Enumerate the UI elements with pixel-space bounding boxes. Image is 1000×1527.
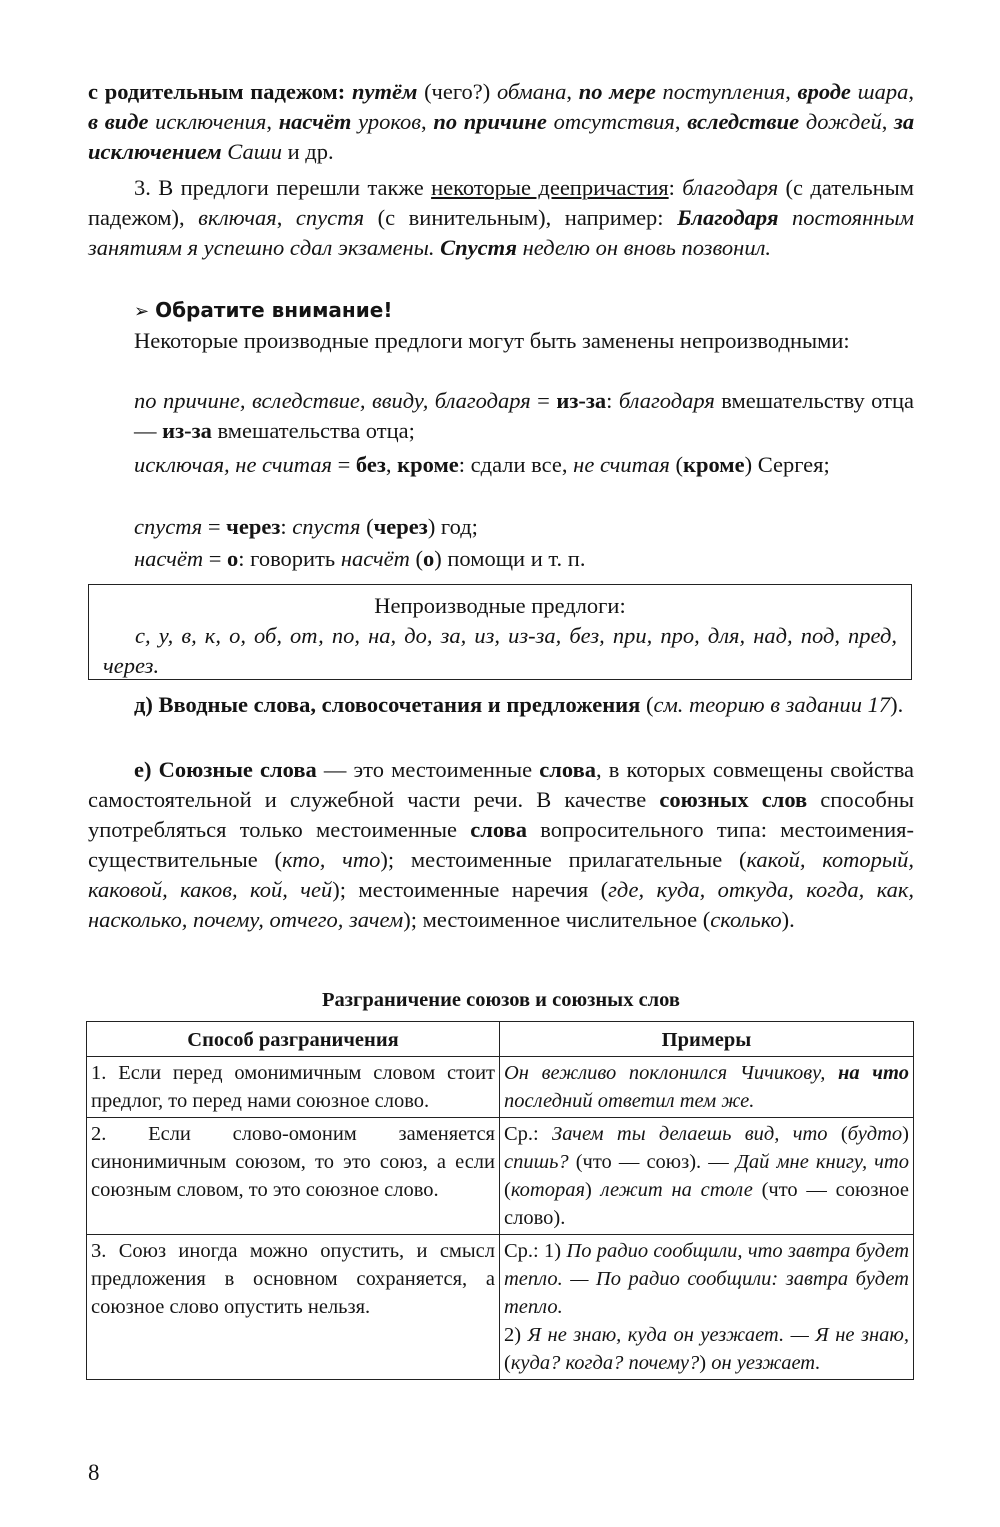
table-row (87, 1057, 914, 1118)
table-caption: Разграничение союзов и союзных слов (322, 989, 680, 1011)
attention-intro: Некоторые производные предлоги могут быть заменены непроизводными: (134, 328, 850, 353)
table-cell-method: 3. Союз иногда можно опустить, и смысл предложения в основном сохраняется, а союзное слово опустить нельзя. (87, 1235, 500, 1380)
paragraph-gerund-prepositions: 3. В предлоги перешли также некоторые деепричастия: благодаря (с дательным падежом), включая, спустя (с винительным), например: Благодаря постоянным занятиям я успешно сдал экзамены. Спустя неделю он вновь позвонил. (88, 175, 915, 260)
conjunctions-table (86, 1021, 914, 1380)
table-cell-method: 2. Если слово-омоним заменяется синонимичным союзом, то это союз, а если союзным словом, то это союзное слово. (87, 1118, 500, 1235)
table-row (87, 1235, 914, 1380)
table-header-method: Способ разграничения (87, 1022, 500, 1057)
attention-rule-iz-za: по причине, вследствие, ввиду, благодаря = из-за: благодаря вмешательству отца — из-за вмешательства отца; (134, 388, 914, 443)
arrow-icon: ➢ (134, 301, 150, 322)
attention-rule-bez: исключая, не считая = без, кроме: сдали все, не считая (кроме) Сергея; (134, 452, 830, 477)
attention-rule-o: насчёт = о: говорить насчёт (о) помощи и т. п. (134, 546, 586, 571)
box-preposition-list: с, у, в, к, о, об, от, по, на, до, за, из, из-за, без, при, про, для, над, под, пред, через. (103, 623, 897, 678)
table-cell-example: Он вежливо поклонился Чичикову, на что последний ответил тем же. (500, 1057, 914, 1118)
attention-heading: ➢ Обратите внимание! (134, 298, 393, 322)
table-header-row (87, 1022, 914, 1057)
paragraph-conjunctive-words: е) Союзные слова — это местоименные слова, в которых совмещены свойства самостоятельной и служебной части речи. В качестве союзных слов способны употребляться только местоименные слова вопросительного типа: местоимения-существительные (кто, что); местоименные прилагательные (какой, который, каковой, каков, кой, чей); местоименные наречия (где, куда, откуда, когда, как, насколько, почему, отчего, зачем); местоименное числительное (сколько). (88, 757, 915, 932)
table-cell-method: 1. Если перед омонимичным словом стоит предлог, то перед нами союзное слово. (87, 1057, 500, 1118)
non-derived-prepositions-box (88, 584, 912, 680)
paragraph-genitive-prepositions: с родительным падежом: путём (чего?) обмана, по мере поступления, вроде шара, в виде исключения, насчёт уроков, по причине отсутствия, вследствие дождей, за исключением Саши и др. (88, 79, 915, 164)
table-row (87, 1118, 914, 1235)
table-header-examples: Примеры (500, 1022, 914, 1057)
table-cell-example: Ср.: Зачем ты делаешь вид, что (будто) спишь? (что — союз). — Дай мне книгу, что (которая) лежит на столе (что — союзное слово). (500, 1118, 914, 1235)
attention-rule-cherez: спустя = через: спустя (через) год; (134, 514, 478, 539)
table-cell-example: Ср.: 1) По радио сообщили, что завтра будет тепло. — По радио сообщили: завтра будет тепло. 2) Я не знаю, куда он уезжает. — Я не знаю, (куда? когда? почему?) он уезжает. (500, 1235, 914, 1380)
box-title: Непроизводные предлоги: (374, 593, 626, 618)
page-number: 8 (88, 1460, 100, 1485)
paragraph-introductory-words: д) Вводные слова, словосочетания и предложения (см. теорию в задании 17). (134, 692, 904, 717)
